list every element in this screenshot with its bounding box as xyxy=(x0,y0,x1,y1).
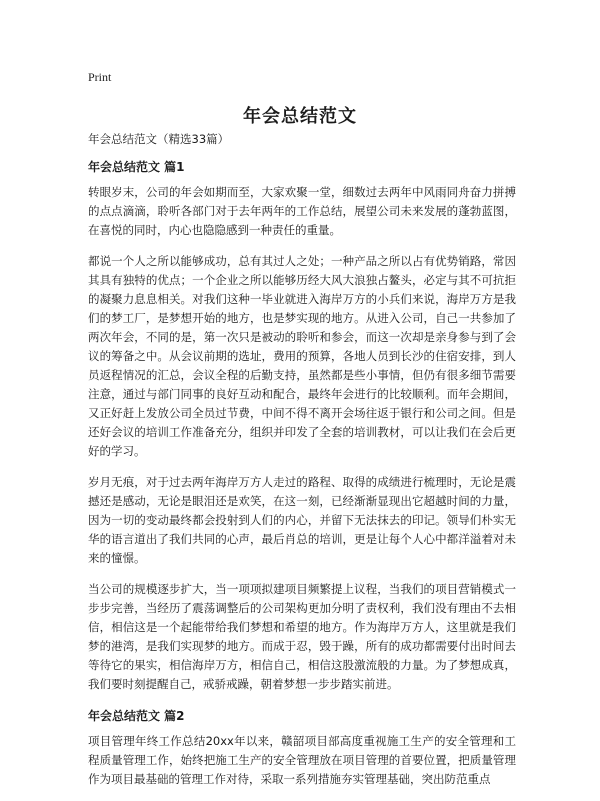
paragraph: 当公司的规模逐步扩大，当一项项拟建项目频繁提上议程，当我们的项目营销模式一步步完善，当经历了震荡调整后的公司架构更加分明了责权利，我们没有理由不去相信，相信这是一个起能带给我们梦想和希望的地方。作为海岸万方人，这里就是我们梦的港湾，是我们实现梦的地方。而成于忍，毁于躁，所有的成功都需要付出时间去等待它的果实，相信海岸万方，相信自己，相信这股激流般的力量。为了梦想成真，我们要时刻提醒自己，戒骄戒躁，朝着梦想一步步踏实前进。 xyxy=(88,582,516,691)
section-heading-1: 年会总结范文 篇1 xyxy=(88,160,185,174)
document-subtitle: 年会总结范文（精选33篇） xyxy=(88,132,230,146)
paragraph: 岁月无痕，对于过去两年海岸万方人走过的路程、取得的成绩进行梳理时，无论是震撼还是感动，无论是眼泪还是欢笑，在这一刻，已经渐渐显现出它超越时间的力量，因为一切的变动最终都会投射到人们的内心，并留下无法抹去的印记。领导们朴实无华的语言道出了我们共同的心声，最后肖总的培训，更是让每个人心中都洋溢着对未来的憧憬。 xyxy=(88,475,516,565)
paragraph: 都说一个人之所以能够成功，总有其过人之处；一种产品之所以占有优势销路，常因其具有独特的优点；一个企业之所以能够历经大风大浪独占鳌头，必定与其不可抗拒的凝聚力息息相关。对我们这种一毕业就进入海岸万方的小兵们来说，海岸万方是我们的梦工厂，是梦想开始的地方，也是梦实现的地方。从进入公司，自己一共参加了两次年会，不同的是，第一次只是被动的聆听和参会，而这一次却是亲身参与到了会议的筹备之中。从会议前期的选址，费用的预算，各地人员到长沙的住宿安排，到人员返程情况的汇总，会议全程的后勤支持，虽然都是些小事情，但仍有很多细节需要注意，通过与部门同事的良好互动和配合，最终年会进行的比较顺利。而年会期间，又正好赶上发放公司全员过节费，中间不得不离开会场往返于银行和公司之间。但是还好会议的培训工作准备充分，组织并印发了全套的培训教材，可以让我们在会后更好的学习。 xyxy=(88,254,516,458)
print-link[interactable]: Print xyxy=(88,70,112,84)
paragraph: 转眼岁末，公司的年会如期而至，大家欢聚一堂，细数过去两年中风雨同舟奋力拼搏的点点滴滴，聆听各部门对于去年两年的工作总结，展望公司未来发展的蓬勃蓝图，在喜悦的同时，内心也隐隐感到一种责任的重量。 xyxy=(88,185,516,237)
document-body xyxy=(88,130,516,801)
section-heading-2: 年会总结范文 篇2 xyxy=(88,709,185,723)
paragraph: 项目管理年终工作总结20xx年以来，赣韶项目部高度重视施工生产的安全管理和工程质量管理工作，始终把施工生产的安全管理放在项目管理的首要位置，把质量管理作为项目最基础的管理工作对待，采取一系列措施夯实管理基础，突出防范重点 xyxy=(88,734,516,786)
document-title: 年会总结范文 xyxy=(243,106,357,127)
